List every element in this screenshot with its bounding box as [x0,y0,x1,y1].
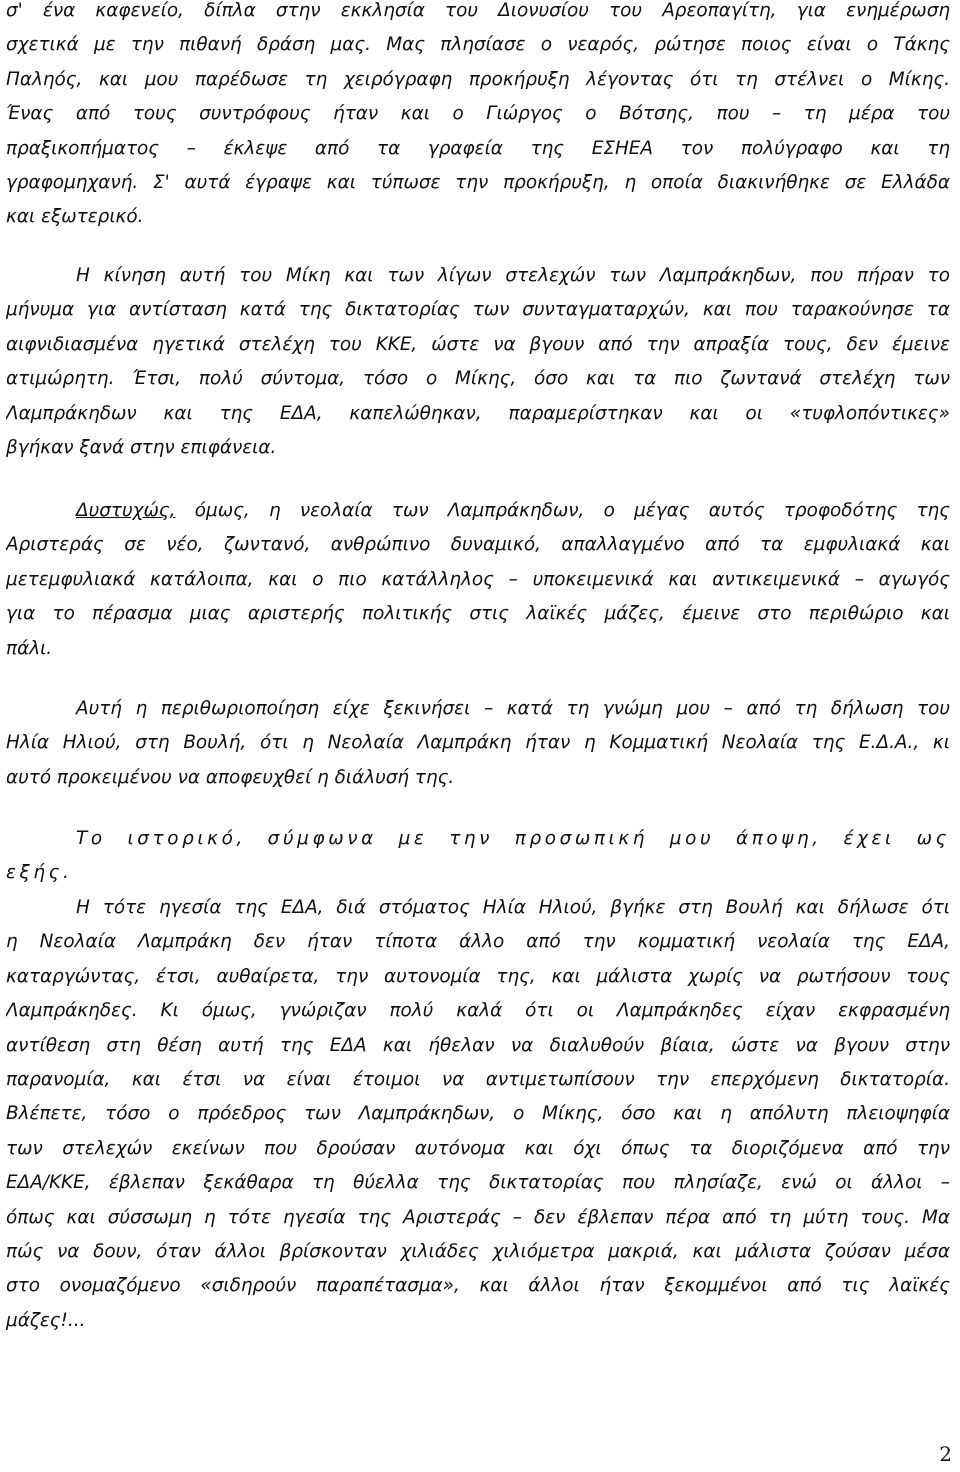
text-line: εξής. [6,862,73,884]
text-line: παρανομία, και έτσι να είναι έτοιμοι να αντιμετωπίσουν την επερχόμενη δικτατορία. [6,1068,950,1090]
text-line: Λαμπράκηδων και της ΕΔΑ, καπελώθηκαν, παραμερίστηκαν και οι «τυφλοπόντικες» [6,402,950,424]
text-line: βγήκαν ξανά στην επιφάνεια. [6,436,277,458]
text-line: πραξικοπήματος – έκλεψε από τα γραφεία της ΕΣΗΕΑ τον πολύγραφο και τη [6,137,950,159]
text-line: στο ονομαζόμενο «σιδηρούν παραπέτασμα», και άλλοι ήταν ξεκομμένοι από τις λαϊκές [6,1275,950,1297]
text-line: πάλι. [6,637,53,659]
text-line: μήνυμα για αντίσταση κατά της δικτατορίας των συνταγματαρχών, και που ταρακούνησε τα [6,299,950,321]
text-span: όμως, η νεολαία των Λαμπράκηδων, ο μέγας αυτός τροφοδότης της [175,500,950,521]
text-line: αντίθεση στη θέση αυτή της ΕΔΑ και ήθελαν να διαλυθούν βίαια, ώστε να βγουν στην [6,1034,950,1056]
paragraph-5 [6,822,950,891]
text-line: Η τότε ηγεσία της ΕΔΑ, διά στόματος Ηλία Ηλιού, βγήκε στη Βουλή και δήλωσε ότι [76,897,950,918]
text-line: ΕΔΑ/ΚΚΕ, έβλεπαν ξεκάθαρα τη θύελλα της δικτατορίας που πλησίαζε, ενώ οι άλλοι – [6,1172,950,1194]
paragraph-4 [6,692,950,795]
text-line: των στελεχών εκείνων που δρούσαν αυτόνομα και όχι όπως τα διοριζόμενα από την [6,1137,950,1159]
paragraph-3 [6,494,950,666]
text-line: όπως και σύσσωμη η τότε ηγεσία της Αριστεράς – δεν έβλεπαν πέρα από τη μύτη τους. Μα [6,1206,950,1228]
text-line: γραφομηχανή. Σ' αυτά έγραψε και τύπωσε την προκήρυξη, η οποία διακινήθηκε σε Ελλάδα [6,171,950,193]
text-line: και εξωτερικό. [6,206,144,228]
text-line: Αριστεράς σε νέο, ζωντανό, ανθρώπινο δυναμικό, απαλλαγμένο από τα εμφυλιακά και [6,534,950,556]
text-line: Η κίνηση αυτή του Μίκη και των λίγων στελεχών των Λαμπράκηδων, που πήραν το [76,265,950,286]
text-line: σ' ένα καφενείο, δίπλα στην εκκλησία του Διονυσίου του Αρεοπαγίτη, για ενημέρωση [6,0,950,21]
text-line: Το ιστορικό, σύμφωνα με την προσωπική μου άποψη, έχει ως [76,828,950,849]
text-line: μάζες!... [6,1309,86,1331]
text-line: αιφνιδιασμένα ηγετικά στελέχη του ΚΚΕ, ώστε να βγουν από την απραξία τους, δεν έμεινε [6,333,950,355]
paragraph-1 [6,0,950,235]
text-line: Ηλία Ηλιού, στη Βουλή, ότι η Νεολαία Λαμπράκη ήταν η Κομματική Νεολαία της Ε.Δ.Α., κι [6,732,950,754]
paragraph-6 [6,891,950,1338]
text-line: Βλέπετε, τόσο ο πρόεδρος των Λαμπράκηδων, ο Μίκης, όσο και η απόλυτη πλειοψηφία [6,1103,950,1125]
text-line: Λαμπράκηδες. Κι όμως, γνώριζαν πολύ καλά ότι οι Λαμπράκηδες είχαν εκφρασμένη [6,1000,950,1022]
text-line: η Νεολαία Λαμπράκη δεν ήταν τίποτα άλλο από την κομματική νεολαία της ΕΔΑ, [6,931,950,953]
text-line: Αυτή η περιθωριοποίηση είχε ξεκινήσει – κατά τη γνώμη μου – από τη δήλωση του [76,698,950,719]
text-line: Ένας από τους συντρόφους ήταν και ο Γιώργος ο Βότσης, που – τη μέρα του [6,103,950,125]
text-line: για το πέρασμα μιας αριστερής πολιτικής στις λαϊκές μάζες, έμεινε στο περιθώριο και [6,603,950,625]
paragraph-2 [6,259,950,465]
text-line: πώς να δουν, όταν άλλοι βρίσκονταν χιλιάδες χιλιόμετρα μακριά, και μάλιστα ζούσαν μέσα [6,1240,950,1262]
text-line: Παληός, και μου παρέδωσε τη χειρόγραφη προκήρυξη λέγοντας ότι τη στέλνει ο Μίκης. [6,68,950,90]
page-number: 2 [939,1442,952,1466]
text-line: καταργώντας, έτσι, αυθαίρετα, την αυτονομία της, και μάλιστα χωρίς να ρωτήσουν τους [6,965,950,987]
text-line: μετεμφυλιακά κατάλοιπα, και ο πιο κατάλληλος – υποκειμενικά και αντικειμενικά – αγωγός [6,568,950,590]
text-line: σχετικά με την πιθανή δράση μας. Μας πλησίασε ο νεαρός, ρώτησε ποιος είναι ο Τάκης [6,34,950,56]
underlined-word: Δυστυχώς, [76,500,176,521]
text-line: αυτό προκειμένου να αποφευχθεί η διάλυσή της. [6,766,455,788]
text-line: ατιμώρητη. Έτσι, πολύ σύντομα, τόσο ο Μίκης, όσο και τα πιο ζωντανά στελέχη των [6,368,950,390]
text-line [6,494,950,528]
